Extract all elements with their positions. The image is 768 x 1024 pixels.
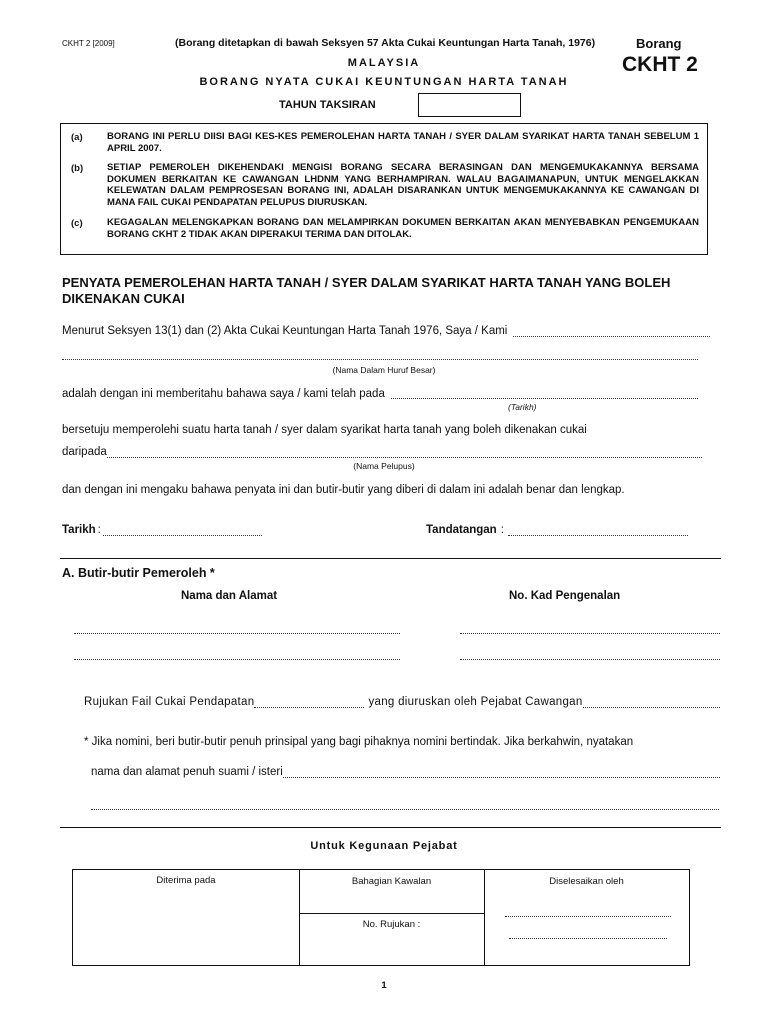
col-id-number: No. Kad Pengenalan [509, 590, 621, 602]
declarant-name-field[interactable] [513, 325, 710, 337]
declaration-date-field[interactable] [103, 524, 262, 536]
branch-field[interactable] [583, 696, 720, 708]
file-reference-label: Rujukan Fail Cukai Pendapatan [84, 696, 255, 708]
name-address-field-1[interactable] [74, 625, 400, 634]
statement-title: PENYATA PEMEROLEHAN HARTA TANAH / SYER DALAM SYARIKAT HARTA TANAH YANG BOLEH DIKENAKAN CUKAI [62, 275, 671, 306]
statement-line2 [62, 388, 698, 400]
note-b-text: SETIAP PEMEROLEH DIKEHENDAKI MENGISI BORANG SECARA BERASINGAN DAN MENGEMUKAKANNYA BERSAMA DOKUMEN BERKAITAN KE CAWANGAN LHDNM YANG BERHAMPIRAN. WALAU BAGAIMANAPUN, UNTUK MENGELAKKAN KELEWATAN DALAM PEMPROSESAN BORANG INI, ADALAH DISARANKAN UNTUK MENGEMUKAKANNYA KE CAWANGAN DI MANA FAIL CUKAI PENDAPATAN PELUPUS DIURUSKAN. [107, 162, 699, 208]
declaration-date-label: Tarikh [62, 524, 96, 536]
file-reference-row [84, 696, 720, 708]
completed-label: Diselesaikan oleh [549, 876, 624, 887]
office-use-title: Untuk Kegunaan Pejabat [310, 840, 458, 852]
name-caption: (Nama Dalam Huruf Besar) [332, 365, 436, 375]
borang-code: CKHT 2 [622, 53, 698, 76]
divider-1 [60, 558, 721, 559]
spouse-field[interactable] [283, 766, 720, 778]
note-b-key: (b) [71, 163, 84, 174]
id-number-field-1[interactable] [460, 625, 720, 634]
note-a-text: BORANG INI PERLU DIISI BAGI KES-KES PEMEROLEHAN HARTA TANAH / SYER DALAM SYARIKAT HARTA TANAH SEBELUM 1 APRIL 2007. [107, 131, 699, 154]
signature: Tandatangan : [426, 524, 688, 536]
country-title: MALAYSIA [347, 57, 421, 69]
disposer-caption: (Nama Pelupus) [353, 461, 415, 471]
declaration-date: Tarikh : [62, 524, 262, 536]
statement-line1-text: Menurut Seksyen 13(1) dan (2) Akta Cukai Keuntungan Harta Tanah 1976, Saya / Kami [62, 325, 508, 337]
name-address-field-2[interactable] [74, 651, 400, 660]
disposer-name-field[interactable] [107, 446, 702, 458]
branch-label: yang diuruskan oleh Pejabat Cawangan [368, 696, 583, 708]
spouse-field-line2[interactable] [91, 801, 719, 810]
assessment-year-field[interactable] [418, 93, 521, 117]
statement-line3: bersetuju memperolehi suatu harta tanah / syer dalam syarikat harta tanah yang boleh dikenakan cukai [62, 424, 587, 436]
reference-label: No. Rujukan : [362, 919, 421, 930]
id-number-field-2[interactable] [460, 651, 720, 660]
date-caption: (Tarikh) [508, 402, 537, 412]
office-use-table [72, 869, 690, 966]
spouse-label: nama dan alamat penuh suami / isteri [91, 766, 283, 778]
statement-line2-text: adalah dengan ini memberitahu bahawa saya / kami telah pada [62, 388, 385, 400]
completed-by-field-1[interactable] [505, 910, 671, 917]
col-name-address: Nama dan Alamat [181, 590, 278, 602]
signature-label: Tandatangan [426, 524, 497, 536]
acquisition-date-field[interactable] [391, 388, 698, 399]
signature-field[interactable] [508, 524, 688, 536]
file-reference-field[interactable] [254, 696, 364, 708]
note-c-text: KEGAGALAN MELENGKAPKAN BORANG DAN MELAMPIRKAN DOKUMEN BERKAITAN AKAN MENYEBABKAN PENGEMUKAAN BORANG CKHT 2 TIDAK AKAN DIPERAKUI TERIMA DAN DITOLAK. [107, 217, 699, 240]
nominee-note: * Jika nomini, beri butir-butir penuh prinsipal yang bagi pihaknya nomini bertindak. Jika berkahwin, nyatakan [84, 736, 634, 748]
form-code: CKHT 2 [2009] [62, 39, 115, 48]
section-a-title: A. Butir-butir Pemeroleh * [62, 566, 215, 580]
note-c-key: (c) [71, 218, 83, 229]
declarant-name-field-line2[interactable] [62, 351, 698, 360]
statement-line4 [62, 446, 702, 458]
completed-by-field-2[interactable] [509, 932, 667, 939]
borang-label: Borang [636, 36, 682, 51]
statement-line1 [62, 325, 710, 337]
note-a-key: (a) [71, 132, 83, 143]
control-label: Bahagian Kawalan [351, 876, 432, 887]
statement-line5: dan dengan ini mengaku bahawa penyata ini dan butir-butir yang diberi di dalam ini adalah benar dan lengkap. [62, 484, 625, 496]
notes-box [60, 123, 708, 255]
statement-line4-text: daripada [62, 446, 107, 458]
table-row-divider [299, 913, 484, 914]
form-title: BORANG NYATA CUKAI KEUNTUNGAN HARTA TANAH [199, 76, 569, 88]
spouse-row [91, 766, 720, 778]
assessment-year-label: TAHUN TAKSIRAN [279, 99, 376, 111]
page-number: 1 [381, 980, 387, 991]
divider-2 [60, 827, 721, 828]
received-label: Diterima pada [156, 875, 216, 886]
statute-reference: (Borang ditetapkan di bawah Seksyen 57 Akta Cukai Keuntungan Harta Tanah, 1976) [175, 37, 596, 49]
